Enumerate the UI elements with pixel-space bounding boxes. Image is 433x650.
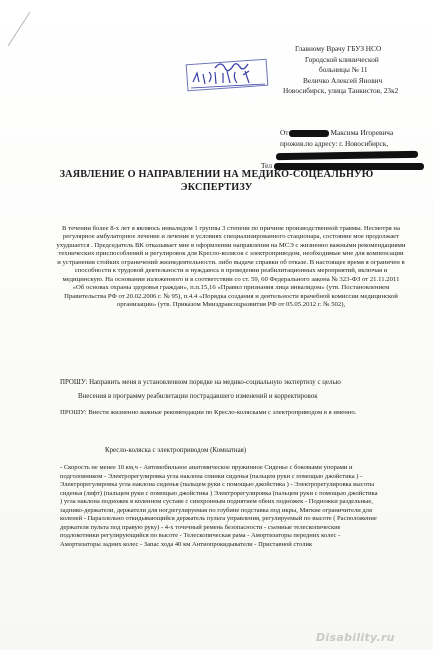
- addressee-block: [283, 44, 431, 97]
- document-title: ЗАЯВЛЕНИЕ О НАПРАВЛЕНИИ НА МЕДИКО-СОЦЕАЛЬНУЮ ЭКСПЕРТИЗУ: [59, 169, 374, 193]
- request-1: ПРОШУ: Направить меня в установленном порядке на медико-социальную экспертизу с целью: [60, 379, 341, 386]
- wheelchair-feature-list: - Скорость не менее 10 км,ч - Автомобильное анатомическое пружинное Сиденье с боковыми упорами и подголовником - Электрорегулировка угла наклона спинки сиденья (пальцем руки с помощью джойстика ) - Электрорегулировка угла наклона сиденья (пальцем руки с помощью джойстика ) - Электрорегулировка высоты сиденья (лифт) (пальцем руки с помощью джойстика ) Электрорегулировка (пальцем руки с помощью джойстика ) угла наклона подножек в коленном суставе с синхронным поднятием обеих подножек - Подножки раздельные, заднико-держатели, держатели для ног,регулируемая по глубине подставка под икры, Мягкие ограничители для коленей - Параллельно откидывающийся держатель пульта управления, регулируемый по высоте ( Расположение держателя пульта под правую руку) - 4-х точечный ремень безопасности - съемные телескопические подлокотники регулирующийся по высоте - Телескопическая рама - Амортизаторы передних колес - Амортизаторы задних колес - Запас хода 40 км Антиопрокидыватели - Приставной столик: [60, 464, 378, 548]
- addressee-line: Новосибирск, улица Танкистов, 23к2: [283, 86, 399, 96]
- sender-from-prefix: От: [280, 128, 289, 137]
- sender-phone-prefix: Тел: [261, 161, 273, 170]
- site-watermark: Disability.ru: [316, 631, 395, 644]
- addressee-line: Городской клинической: [305, 54, 379, 64]
- request-1-continuation: Внесения в программу реабилитации пострадавшего изменений и корректировок: [78, 393, 318, 400]
- addressee-line: больницы № 11: [319, 65, 368, 75]
- section-subheading: Кресло-коляска с электроприводом (Комнатная): [105, 447, 247, 454]
- page-corner-mark: [6, 10, 32, 48]
- sender-name-row: [252, 128, 430, 138]
- redacted-address-row: [252, 150, 430, 160]
- addressee-line: Главному Врачу ГБУЗ НСО: [295, 44, 382, 53]
- addressee-line: Величко Алексей Янович: [303, 75, 383, 85]
- redacted-surname: [289, 130, 329, 137]
- redacted-address: [276, 151, 418, 160]
- sender-address-row: [252, 139, 430, 149]
- handwritten-registration-stamp: [185, 58, 271, 92]
- sender-name: Максима Игоревича: [330, 128, 394, 137]
- sender-address-label: прожив.по адресу: г. Новосибирск,: [280, 139, 389, 148]
- sender-block: [252, 128, 430, 171]
- request-2: ПРОШУ: Внести жизненно важные рекомендации по Кресло-колясками с электроприводом в я именно.: [60, 409, 357, 416]
- body-paragraph: В течении более 8-х лет я являюсь инвалидом 1 группы 3 степени по причине производственной травмы. Несмотря на регулярное амбулаторное лечение и лечение в условиях специализированного стационара, состояние мое продолжает ухудшается . Председатель ВК отказывает мне в оформлении направления на МСЭ с жизненно важными рекомендациями технических приспособлений и регулировок для Кресло-колясок с электроприводом, необходимые мне для компенсации и устранения стойких ограничений жизнедеятельности. либо выдаче справки об отказе. В настоящее время я ограничен в способности к трудовой деятельности и нуждаюсь в проведении реабилитационных мероприятий, включая и медицинскую. На основании изложенного и в соответствии со ст. 59, 60 Федерального закона № 323-ФЗ от 21.11.2011 «Об основах охраны здоровья граждан», п.п.15,16 «Правил признания лица инвалидом» (утв. Постановлением Правительства РФ от 20.02.2006 г. № 95), п.4.4 «Порядка создания и деятельности врачебной комиссии медицинской организации» (утв. Приказом Минздравсоцразвития РФ от 05.05.2012 г. № 502),: [56, 225, 406, 309]
